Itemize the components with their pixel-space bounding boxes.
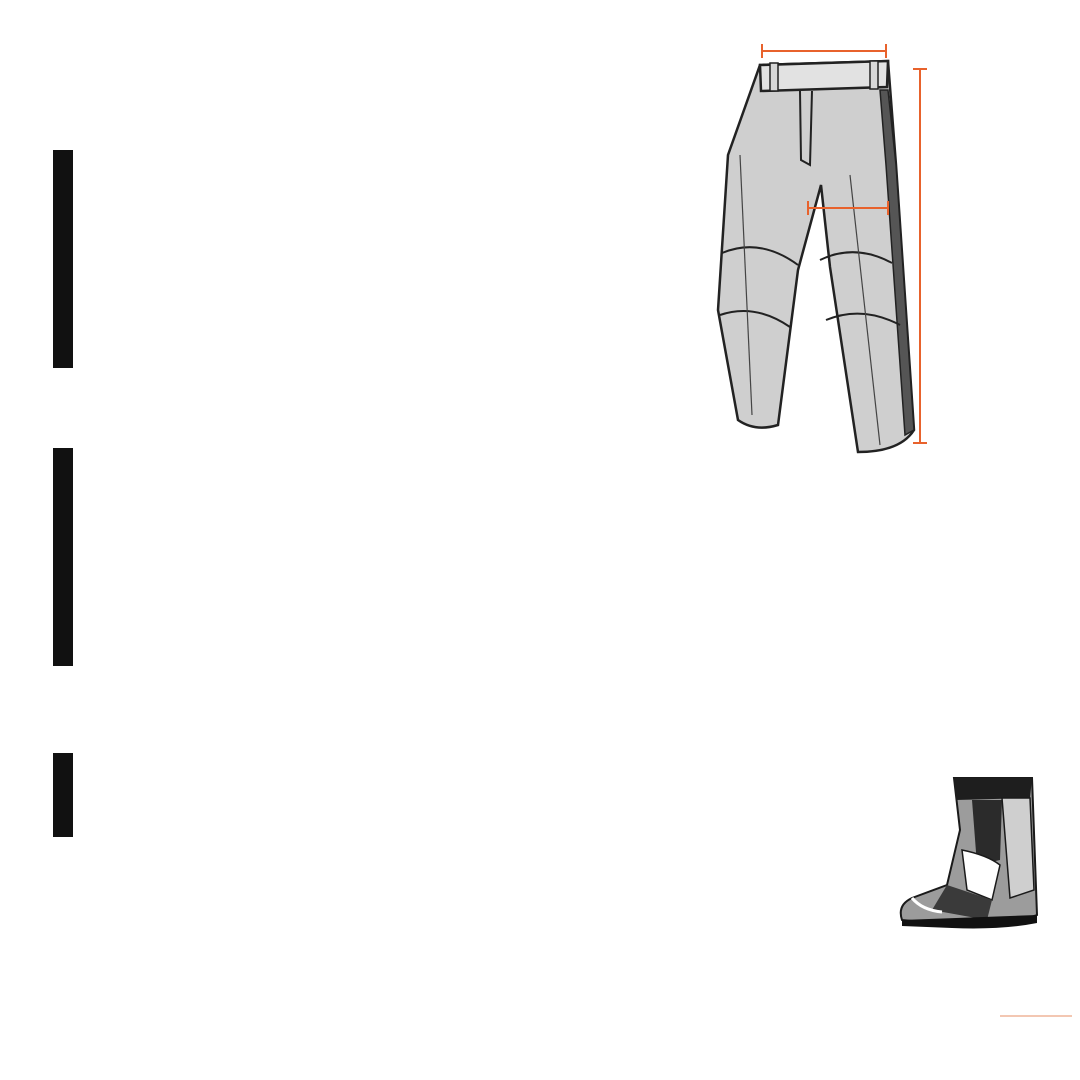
boot-table-top: [73, 753, 876, 837]
boot-illustration: [892, 770, 1052, 930]
short-size-table: [74, 448, 568, 666]
boot-table-sidebar: [53, 753, 73, 837]
short-table-sidebar: [53, 448, 73, 666]
boot-table-bottom: [53, 853, 876, 937]
decorative-line: [1000, 1015, 1072, 1017]
pants-diagram: [700, 15, 940, 460]
large-table-sidebar: [53, 150, 73, 368]
large-size-table: [74, 150, 568, 368]
